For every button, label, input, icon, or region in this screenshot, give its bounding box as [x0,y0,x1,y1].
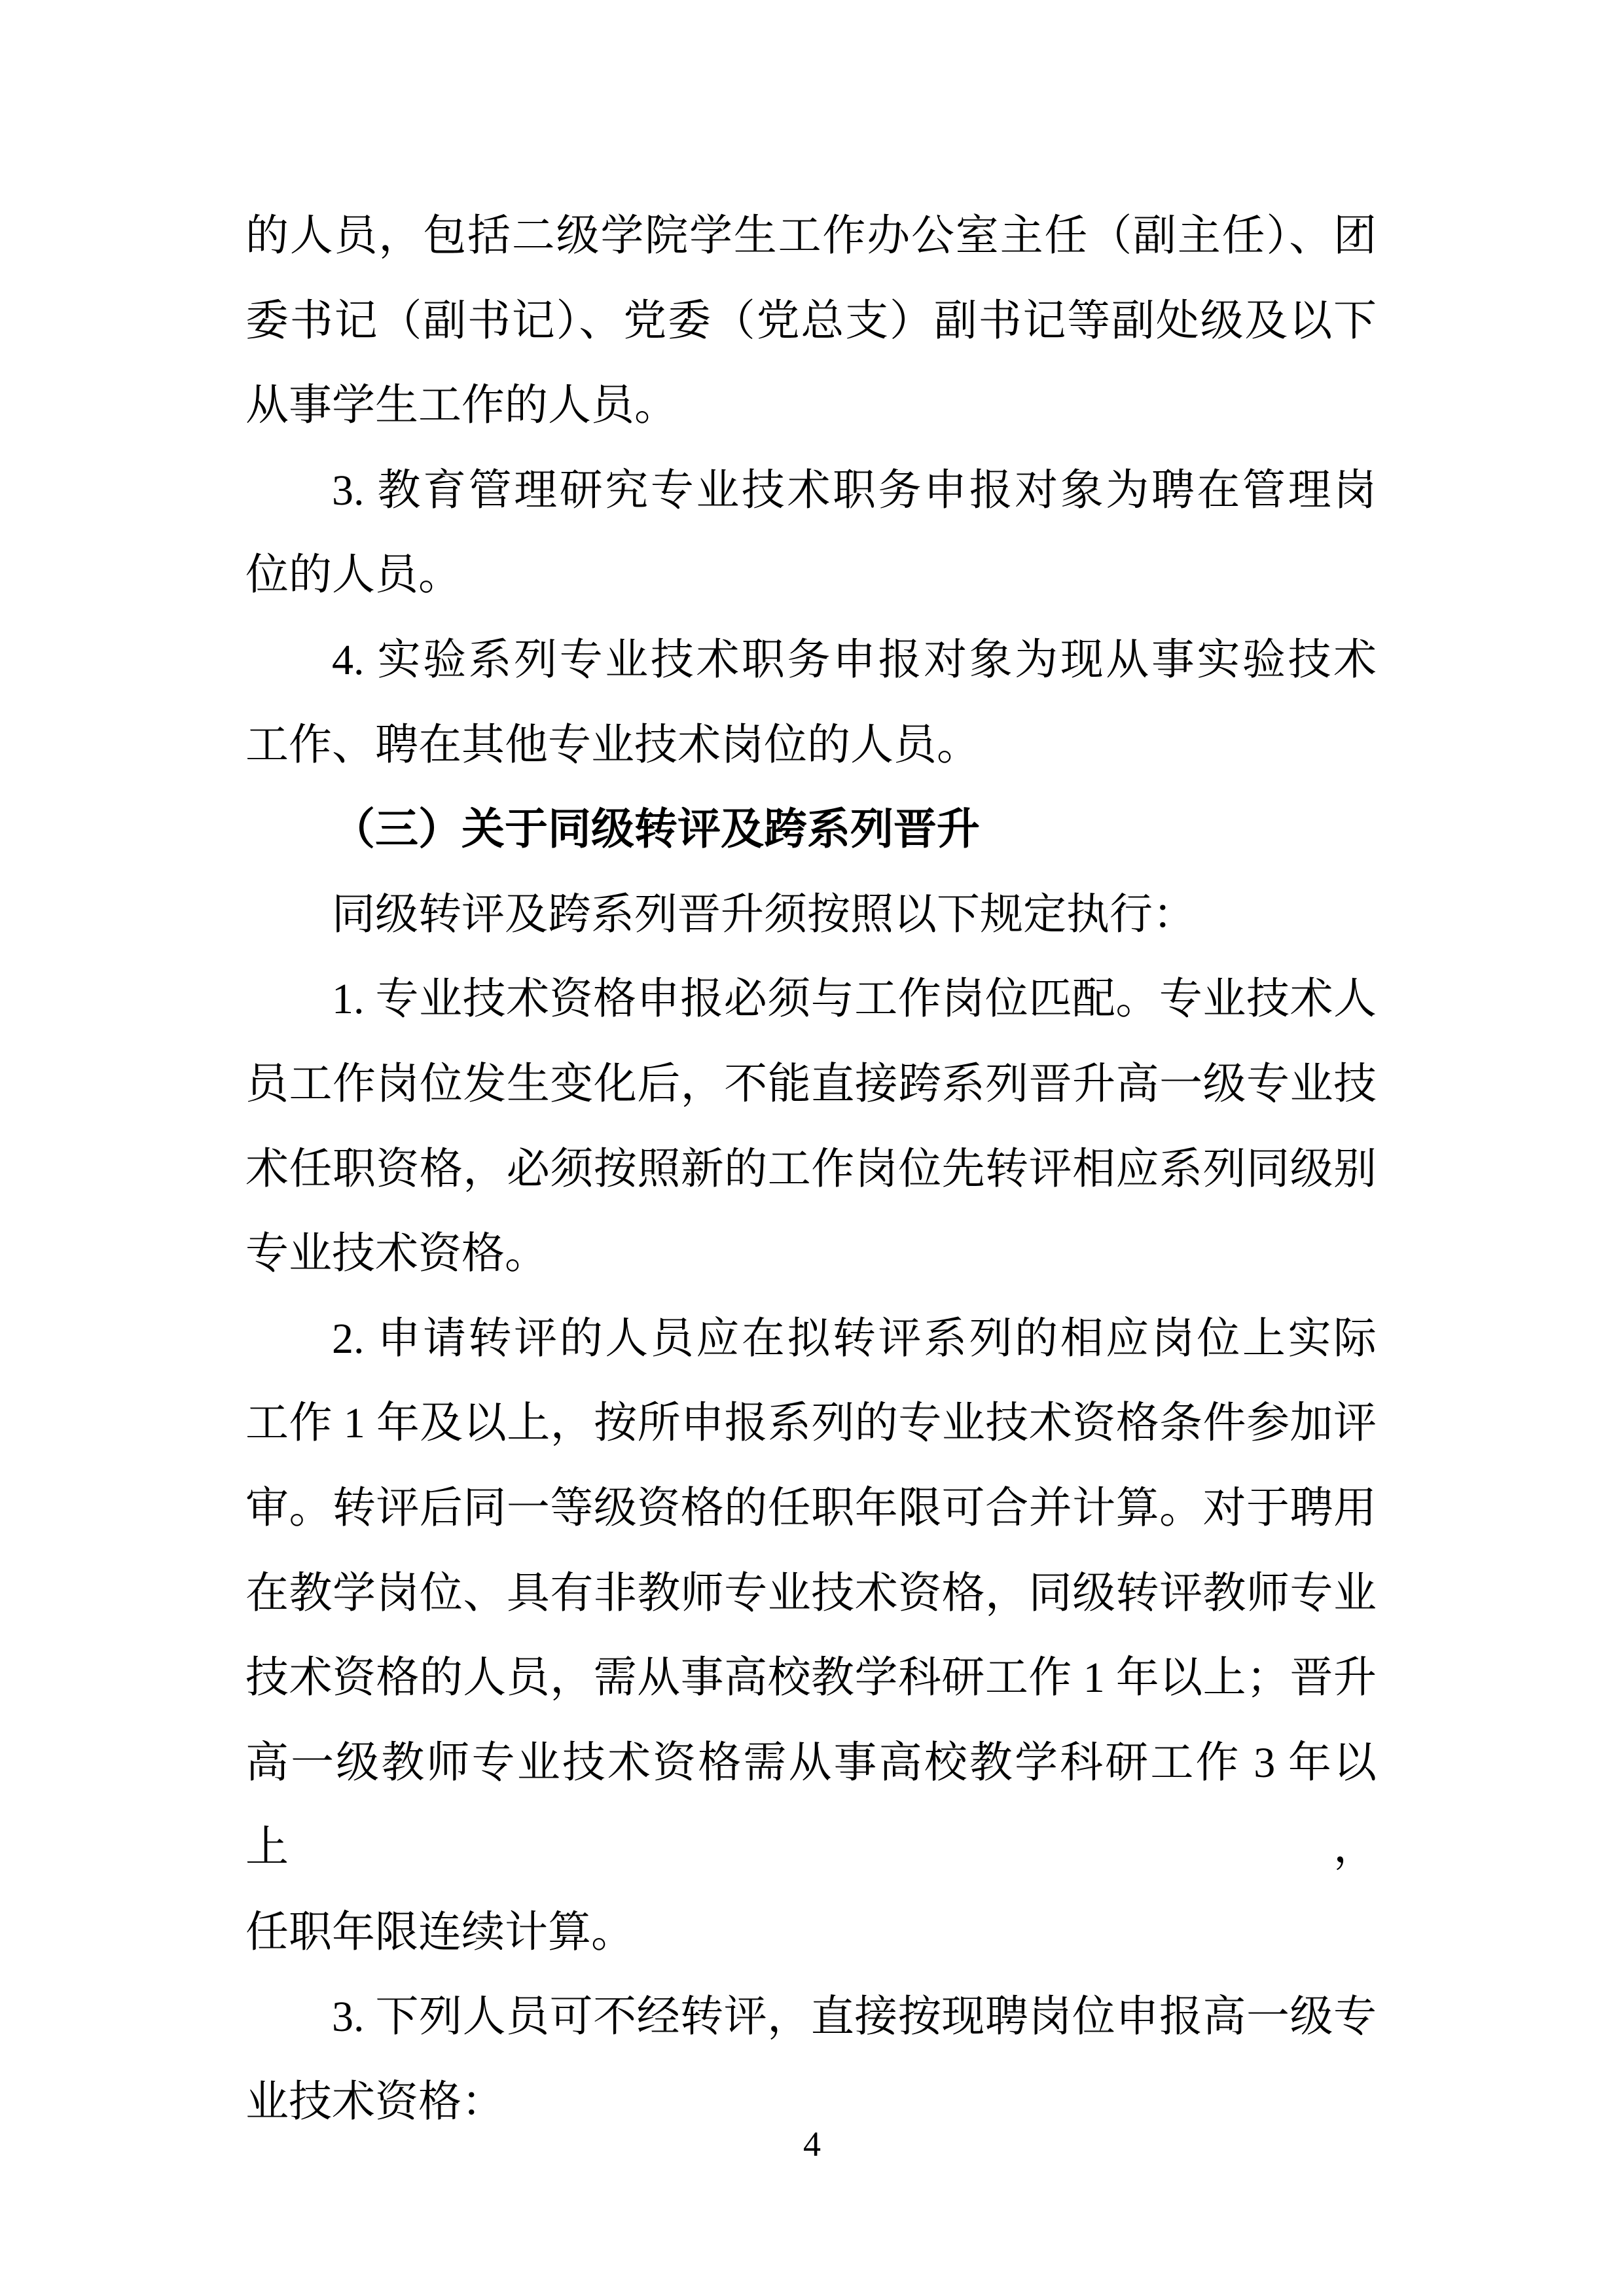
text-line: 2. 申请转评的人员应在拟转评系列的相应岗位上实际 [332,1314,1377,1363]
page-number: 4 [803,2125,821,2164]
text-line: 术任职资格，必须按照新的工作岗位先转评相应系列同级别 [245,1145,1377,1193]
section-heading: （三）关于同级转评及跨系列晋升 [332,806,980,854]
text-line: 委书记（副书记）、党委（党总支）副书记等副处级及以下 [245,296,1377,345]
text-line: 工作 1 年及以上，按所申报系列的专业技术资格条件参加评 [245,1399,1377,1448]
text-line: 1. 专业技术资格申报必须与工作岗位匹配。专业技术人 [332,975,1377,1024]
text-line: 位的人员。 [245,551,461,600]
text-line: 审。转评后同一等级资格的任职年限可合并计算。对于聘用 [245,1484,1377,1532]
text-line: 任职年限连续计算。 [245,1908,634,1956]
text-line: 的人员，包括二级学院学生工作办公室主任（副主任）、团 [245,212,1377,260]
text-line: 员工作岗位发生变化后，不能直接跨系列晋升高一级专业技 [245,1060,1377,1108]
text-line: 3. 下列人员可不经转评，直接按现聘岗位申报高一级专 [332,1993,1377,2041]
text-line: 4. 实验系列专业技术职务申报对象为现从事实验技术 [332,636,1377,684]
text-line: 技术资格的人员，需从事高校教学科研工作 1 年以上；晋升 [245,1654,1377,1702]
text-line: 3. 教育管理研究专业技术职务申报对象为聘在管理岗 [332,466,1377,514]
text-line: 高一级教师专业技术资格需从事高校教学科研工作 3 年以上， [245,1738,1377,1872]
text-block [245,194,1377,2145]
text-line: 从事学生工作的人员。 [245,382,677,430]
text-line: 同级转评及跨系列晋升须按照以下规定执行： [332,890,1196,939]
text-line: 在教学岗位、具有非教师专业技术资格，同级转评教师专业 [245,1569,1377,1617]
text-line: 工作、聘在其他专业技术岗位的人员。 [245,721,980,769]
text-line: 业技术资格： [245,2078,505,2126]
text-line: 专业技术资格。 [245,1230,548,1278]
